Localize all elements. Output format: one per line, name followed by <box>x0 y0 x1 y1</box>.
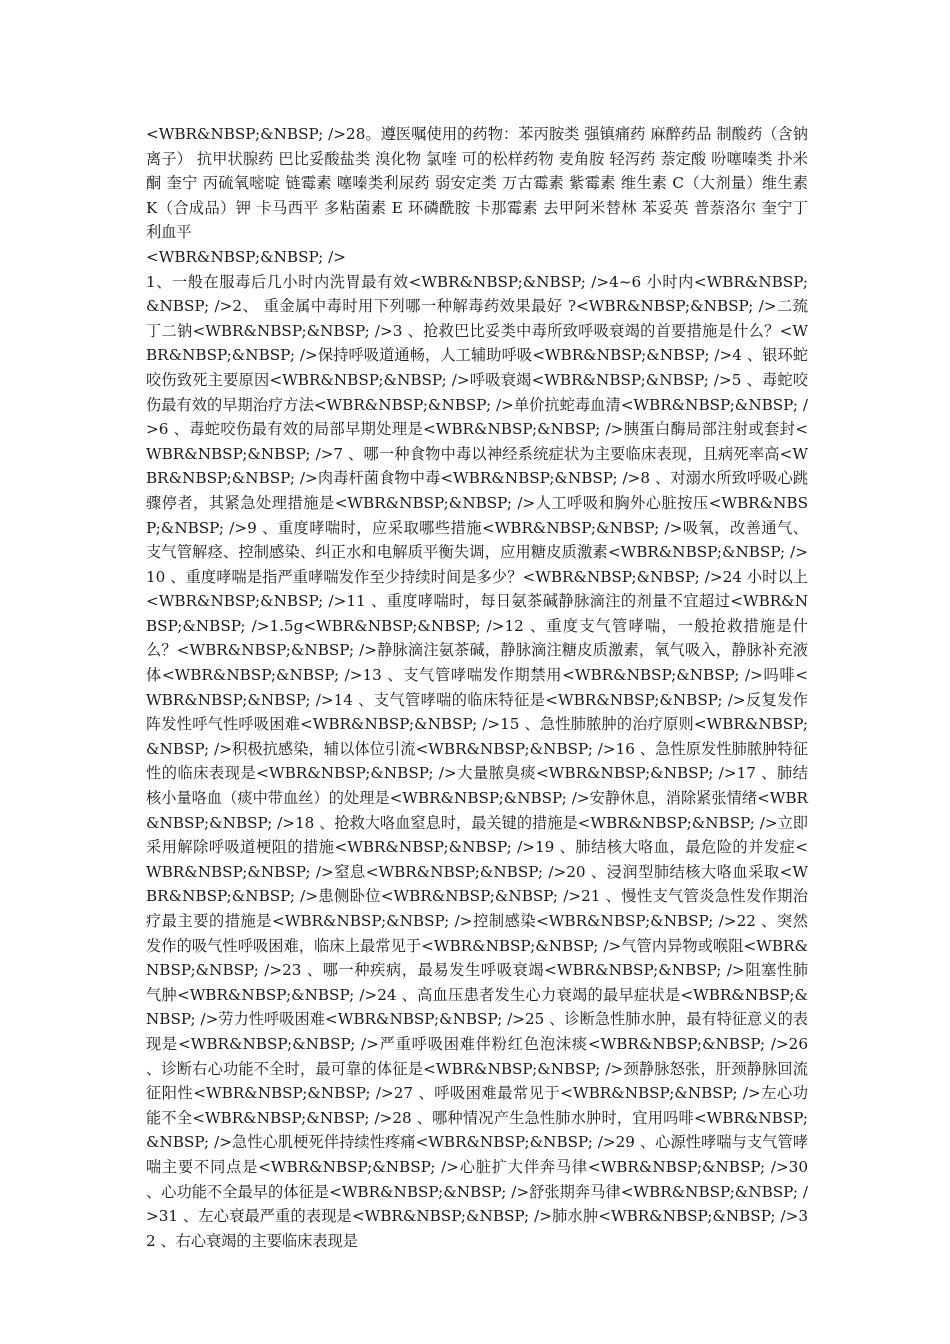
paragraph-drug-list: <WBR&NBSP;&NBSP; />28。遵医嘱使用的药物：苯丙胺类 强镇痛药 麻醉药品 制酸药（含钠离子） 抗甲状腺药 巴比妥酸盐类 溴化物 氯喹 可的松样药物 麦角胺 轻泻药 萘定酸 吩噻嗪类 扑米酮 奎宁 丙硫氧嘧啶 链霉素 噻嗪类利尿药 弱安定类 万古霉素 紫霉素 维生素 C（大剂量）维生素 K（合成品）钾 卡马西平 多粘菌素 E 环磷酰胺 卡那霉素 去甲阿米替林 苯妥英 普萘洛尔 奎宁丁 利血平 <box>146 125 808 242</box>
paragraph-qa-list: 1、一般在服毒后几小时内洗胃最有效<WBR&NBSP;&NBSP; />4~6 小时内<WBR&NBSP;&NBSP; />2、 重金属中毒时用下列哪一种解毒药效果最好 ?<WBR&NBSP;&NBSP; />二巯丁二钠<WBR&NBSP;&NBSP; />3 、抢救巴比妥类中毒所致呼吸衰竭的首要措施是什么？<WBR&NBSP;&NBSP; />保持呼吸道通畅，人工辅助呼吸<WBR&NBSP;&NBSP; />4 、银环蛇咬伤致死主要原因<WBR&NBSP;&NBSP; />呼吸衰竭<WBR&NBSP;&NBSP; />5 、毒蛇咬伤最有效的早期治疗方法<WBR&NBSP;&NBSP; />单价抗蛇毒血清<WBR&NBSP;&NBSP; />6 、毒蛇咬伤最有效的局部早期处理是<WBR&NBSP;&NBSP; />胰蛋白酶局部注射或套封<WBR&NBSP;&NBSP; />7 、哪一种食物中毒以神经系统症状为主要临床表现，且病死率高<WBR&NBSP;&NBSP; />肉毒杆菌食物中毒<WBR&NBSP;&NBSP; />8 、对溺水所致呼吸心跳骤停者，其紧急处理措施是<WBR&NBSP;&NBSP; />人工呼吸和胸外心脏按压<WBR&NBSP;&NBSP; />9 、重度哮喘时，应采取哪些措施<WBR&NBSP;&NBSP; />吸氧，改善通气、支气管解痉、控制感染、纠正水和电解质平衡失调，应用糖皮质激素<WBR&NBSP;&NBSP; />10 、重度哮喘是指严重哮喘发作至少持续时间是多少？<WBR&NBSP;&NBSP; />24 小时以上<WBR&NBSP;&NBSP; />11 、重度哮喘时，每日氨茶碱静脉滴注的剂量不宜超过<WBR&NBSP;&NBSP; />1.5g<WBR&NBSP;&NBSP; />12 、重度支气管哮喘，一般抢救措施是什么？<WBR&NBSP;&NBSP; />静脉滴注氨茶碱，静脉滴注糖皮质激素，氧气吸入，静脉补充液体<WBR&NBSP;&NBSP; />13 、支气管哮喘发作期禁用<WBR&NBSP;&NBSP; />吗啡<WBR&NBSP;&NBSP; />14 、支气管哮喘的临床特征是<WBR&NBSP;&NBSP; />反复发作阵发性呼气性呼吸困难<WBR&NBSP;&NBSP; />15 、急性肺脓肿的治疗原则<WBR&NBSP;&NBSP; />积极抗感染，辅以体位引流<WBR&NBSP;&NBSP; />16 、急性原发性肺脓肿特征性的临床表现是<WBR&NBSP;&NBSP; />大量脓臭痰<WBR&NBSP;&NBSP; />17 、肺结核小量咯血（痰中带血丝）的处理是<WBR&NBSP;&NBSP; />安静休息，消除紧张情绪<WBR&NBSP;&NBSP; />18 、抢救大咯血窒息时，最关键的措施是<WBR&NBSP;&NBSP; />立即采用解除呼吸道梗阻的措施<WBR&NBSP;&NBSP; />19 、肺结核大咯血，最危险的并发症<WBR&NBSP;&NBSP; />窒息<WBR&NBSP;&NBSP; />20 、浸润型肺结核大咯血采取<WBR&NBSP;&NBSP; />患侧卧位<WBR&NBSP;&NBSP; />21 、慢性支气管炎急性发作期治疗最主要的措施是<WBR&NBSP;&NBSP; />控制感染<WBR&NBSP;&NBSP; />22 、突然发作的吸气性呼吸困难，临床上最常见于<WBR&NBSP;&NBSP; />气管内异物或喉阻<WBR&NBSP;&NBSP; />23 、哪一种疾病，最易发生呼吸衰竭<WBR&NBSP;&NBSP; />阻塞性肺气肿<WBR&NBSP;&NBSP; />24 、高血压患者发生心力衰竭的最早症状是<WBR&NBSP;&NBSP; />劳力性呼吸困难<WBR&NBSP;&NBSP; />25 、诊断急性肺水肿，最有特征意义的表现是<WBR&NBSP;&NBSP; />严重呼吸困难伴粉红色泡沫痰<WBR&NBSP;&NBSP; />26 、诊断右心功能不全时，最可靠的体征是<WBR&NBSP;&NBSP; />颈静脉怒张，肝颈静脉回流征阳性<WBR&NBSP;&NBSP; />27 、呼吸困难最常见于<WBR&NBSP;&NBSP; />左心功能不全<WBR&NBSP;&NBSP; />28 、哪种情况产生急性肺水肿时，宜用吗啡<WBR&NBSP;&NBSP; />急性心肌梗死伴持续性疼痛<WBR&NBSP;&NBSP; />29 、心源性哮喘与支气管哮喘主要不同点是<WBR&NBSP;&NBSP; />心脏扩大伴奔马律<WBR&NBSP;&NBSP; />30 、心功能不全最早的体征是<WBR&NBSP;&NBSP; />舒张期奔马律<WBR&NBSP;&NBSP; />31 、左心衰最严重的表现是<WBR&NBSP;&NBSP; />肺水肿<WBR&NBSP;&NBSP; />32 、右心衰竭的主要临床表现是 <box>146 272 808 1250</box>
paragraph-separator: <WBR&NBSP;&NBSP; /> <box>146 247 346 266</box>
document-body <box>146 122 808 1253</box>
